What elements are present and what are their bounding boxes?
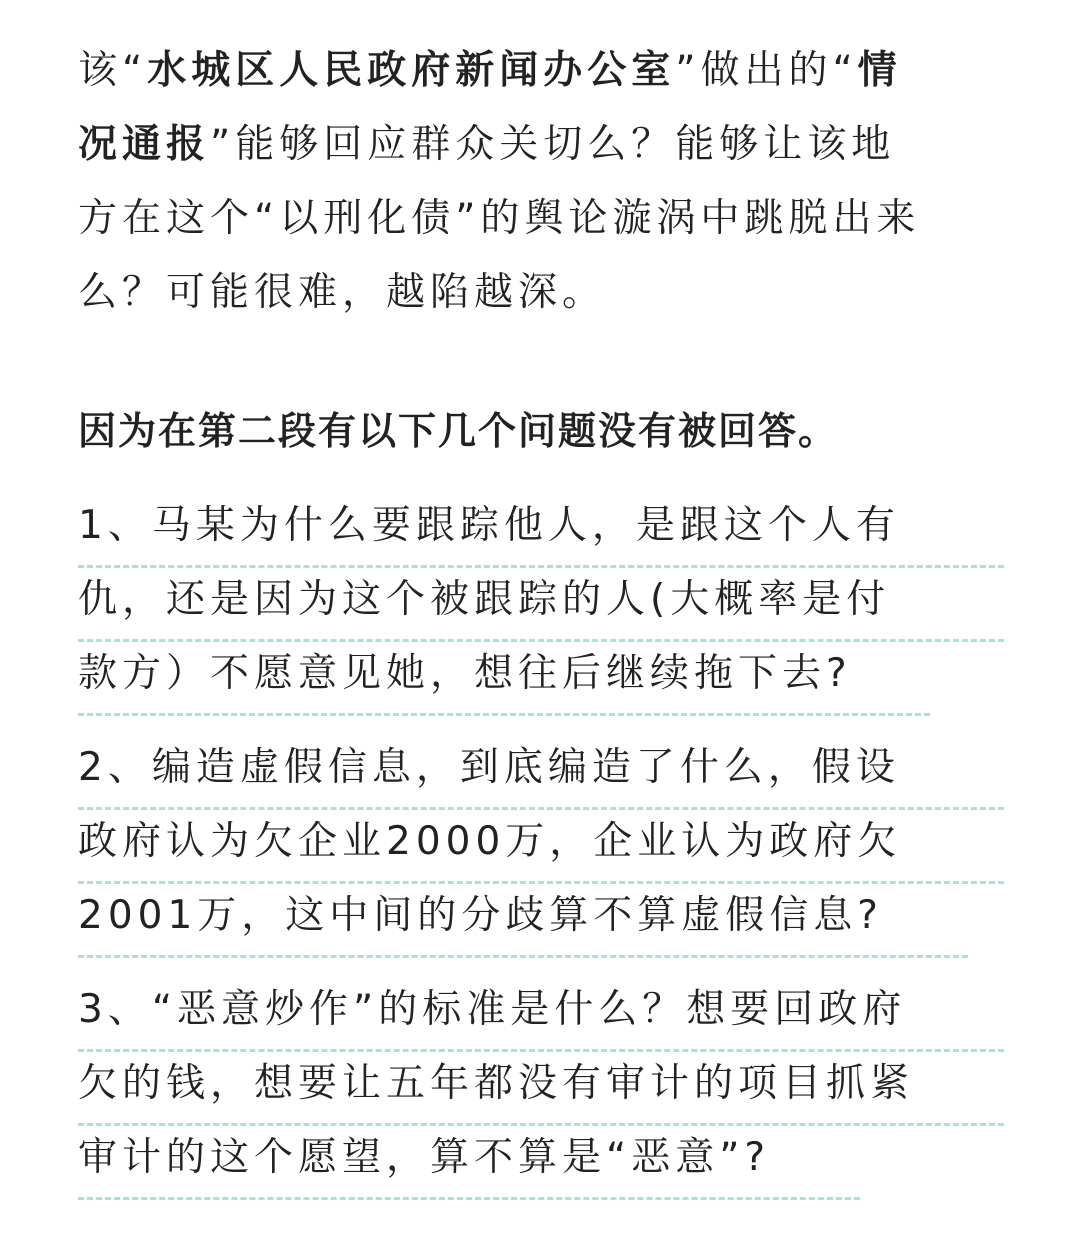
intro-line-3: 方在这个“以刑化债”的舆论漩涡中跳脱出来 xyxy=(78,196,921,241)
bold-report-title-part2: 况通报 xyxy=(78,122,211,167)
intro-line-2: 况通报”能够回应群众关切么？能够让该地 xyxy=(78,122,896,167)
question-1-line-2: 仇，还是因为这个被跟踪的人(大概率是付 xyxy=(78,568,1004,642)
question-3-line-1: 3、“恶意炒作”的标准是什么？想要回政府 xyxy=(78,978,1004,1052)
bold-source-name: 水城区人民政府新闻办公室 xyxy=(147,48,676,93)
question-2-line-1: 2、编造虚假信息，到底编造了什么，假设 xyxy=(78,736,1004,810)
intro-line-4: 么？可能很难，越陷越深。 xyxy=(78,270,607,315)
intro-paragraph xyxy=(78,34,920,330)
question-1-line-3: 款方）不愿意见她，想往后继续拖下去? xyxy=(78,642,930,716)
question-3-line-3: 审计的这个愿望，算不算是“恶意”? xyxy=(78,1126,860,1200)
section-heading: 因为在第二段有以下几个问题没有被回答。 xyxy=(78,409,839,453)
question-2-line-2: 政府认为欠企业2000万，企业认为政府欠 xyxy=(78,810,1004,884)
question-1-line-1: 1、马某为什么要跟踪他人，是跟这个人有 xyxy=(78,494,1004,568)
question-2-line-3: 2001万，这中间的分歧算不算虚假信息? xyxy=(78,884,968,958)
bold-report-title-part1: 情 xyxy=(857,48,902,93)
question-3-line-2: 欠的钱，想要让五年都没有审计的项目抓紧 xyxy=(78,1052,1004,1126)
intro-line-1: 该“水城区人民政府新闻办公室”做出的“情 xyxy=(78,48,902,93)
